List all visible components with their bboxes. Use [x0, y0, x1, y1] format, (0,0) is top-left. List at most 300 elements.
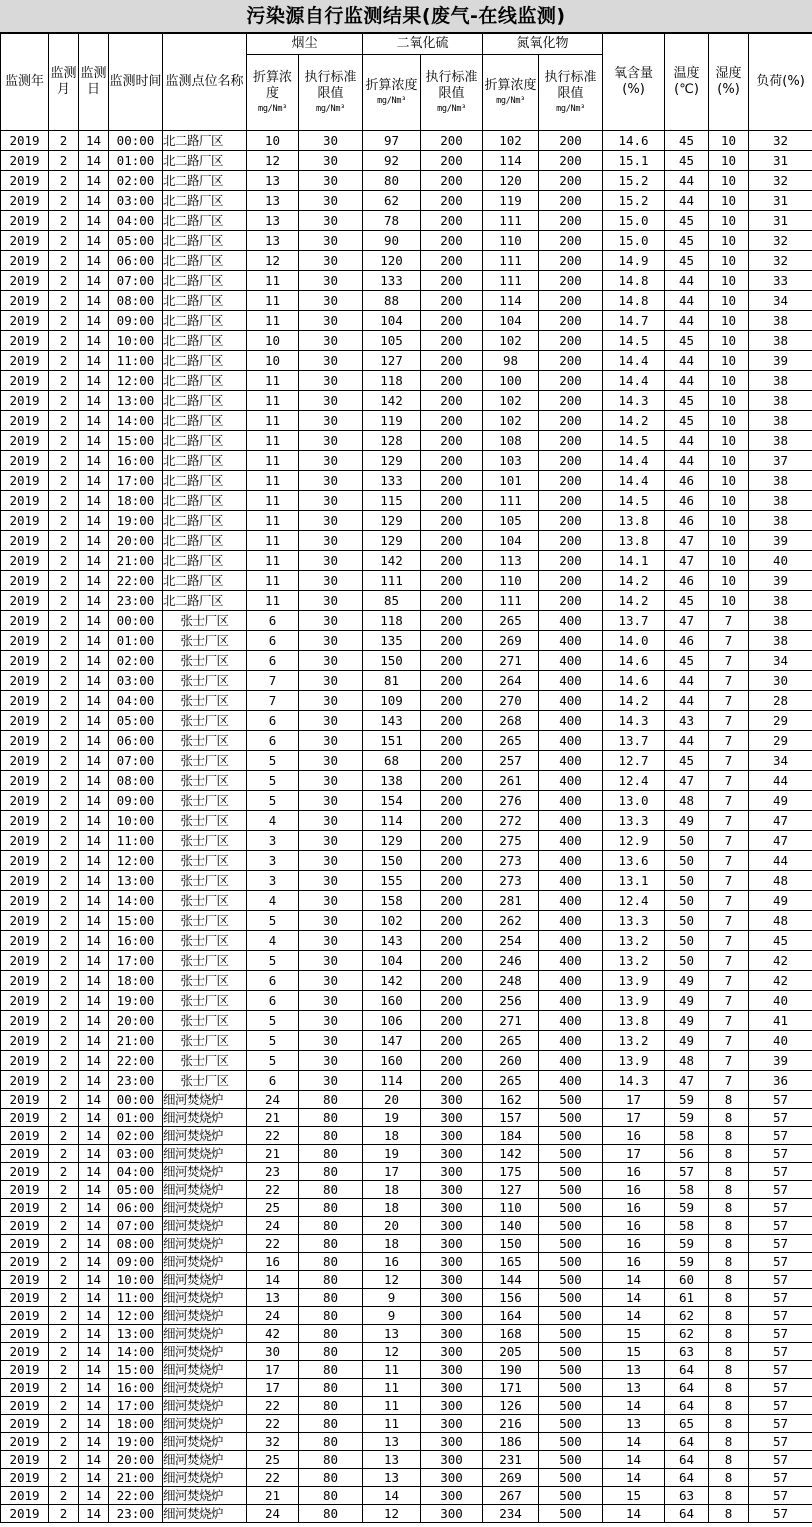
cell-oxygen: 14.2: [603, 691, 665, 711]
cell-dust-conc: 10: [247, 331, 299, 351]
cell-site: 细河焚烧炉: [163, 1217, 247, 1235]
cell-day: 14: [79, 711, 109, 731]
cell-so2-limit: 300: [421, 1127, 483, 1145]
cell-time: 01:00: [109, 151, 163, 171]
cell-temp: 59: [665, 1109, 709, 1127]
cell-day: 14: [79, 491, 109, 511]
cell-dust-conc: 22: [247, 1397, 299, 1415]
cell-year: 2019: [1, 1343, 49, 1361]
cell-site: 细河焚烧炉: [163, 1271, 247, 1289]
cell-dust-conc: 22: [247, 1181, 299, 1199]
cell-day: 14: [79, 1343, 109, 1361]
cell-temp: 59: [665, 1199, 709, 1217]
cell-day: 14: [79, 1235, 109, 1253]
cell-nox-limit: 400: [539, 751, 603, 771]
cell-so2-limit: 200: [421, 431, 483, 451]
cell-nox-conc: 265: [483, 1031, 539, 1051]
cell-so2-conc: 85: [363, 591, 421, 611]
cell-humidity: 7: [709, 1051, 749, 1071]
cell-humidity: 10: [709, 591, 749, 611]
cell-so2-conc: 19: [363, 1109, 421, 1127]
cell-so2-limit: 200: [421, 331, 483, 351]
cell-nox-conc: 102: [483, 391, 539, 411]
cell-time: 20:00: [109, 531, 163, 551]
cell-month: 2: [49, 651, 79, 671]
cell-year: 2019: [1, 991, 49, 1011]
cell-so2-conc: 12: [363, 1271, 421, 1289]
cell-time: 00:00: [109, 611, 163, 631]
cell-load: 49: [749, 891, 812, 911]
cell-time: 05:00: [109, 1181, 163, 1199]
cell-month: 2: [49, 1325, 79, 1343]
cell-nox-limit: 200: [539, 571, 603, 591]
cell-nox-limit: 500: [539, 1415, 603, 1433]
cell-temp: 46: [665, 571, 709, 591]
cell-so2-limit: 300: [421, 1451, 483, 1469]
cell-load: 28: [749, 691, 812, 711]
cell-so2-conc: 114: [363, 1071, 421, 1091]
cell-so2-limit: 200: [421, 751, 483, 771]
cell-time: 21:00: [109, 551, 163, 571]
cell-month: 2: [49, 1433, 79, 1451]
cell-time: 11:00: [109, 1289, 163, 1307]
cell-temp: 44: [665, 271, 709, 291]
cell-month: 2: [49, 391, 79, 411]
cell-so2-conc: 92: [363, 151, 421, 171]
cell-year: 2019: [1, 1433, 49, 1451]
table-row: [1, 471, 812, 491]
cell-temp: 49: [665, 1031, 709, 1051]
cell-time: 16:00: [109, 451, 163, 471]
cell-month: 2: [49, 1127, 79, 1145]
cell-nox-limit: 200: [539, 311, 603, 331]
cell-nox-conc: 162: [483, 1091, 539, 1109]
cell-dust-limit: 30: [299, 851, 363, 871]
cell-so2-limit: 300: [421, 1469, 483, 1487]
cell-nox-limit: 400: [539, 951, 603, 971]
cell-so2-limit: 200: [421, 631, 483, 651]
cell-nox-limit: 500: [539, 1109, 603, 1127]
cell-dust-limit: 30: [299, 871, 363, 891]
cell-dust-limit: 30: [299, 691, 363, 711]
cell-humidity: 8: [709, 1397, 749, 1415]
cell-oxygen: 13: [603, 1415, 665, 1433]
cell-load: 32: [749, 171, 812, 191]
cell-so2-limit: 200: [421, 1071, 483, 1091]
cell-month: 2: [49, 331, 79, 351]
cell-temp: 59: [665, 1253, 709, 1271]
table-row: [1, 811, 812, 831]
cell-dust-limit: 30: [299, 651, 363, 671]
cell-so2-conc: 11: [363, 1397, 421, 1415]
cell-dust-conc: 6: [247, 631, 299, 651]
cell-so2-conc: 129: [363, 831, 421, 851]
cell-temp: 60: [665, 1271, 709, 1289]
cell-humidity: 7: [709, 811, 749, 831]
cell-load: 38: [749, 311, 812, 331]
cell-month: 2: [49, 1235, 79, 1253]
cell-day: 14: [79, 451, 109, 471]
cell-nox-limit: 500: [539, 1217, 603, 1235]
cell-oxygen: 13: [603, 1361, 665, 1379]
cell-dust-limit: 30: [299, 531, 363, 551]
cell-dust-conc: 17: [247, 1361, 299, 1379]
cell-load: 31: [749, 151, 812, 171]
cell-dust-conc: 24: [247, 1217, 299, 1235]
cell-so2-limit: 200: [421, 931, 483, 951]
cell-so2-conc: 115: [363, 491, 421, 511]
table-body: [1, 131, 812, 1523]
cell-humidity: 10: [709, 311, 749, 331]
cell-nox-conc: 248: [483, 971, 539, 991]
cell-site: 细河焚烧炉: [163, 1289, 247, 1307]
cell-oxygen: 13.0: [603, 791, 665, 811]
cell-nox-limit: 400: [539, 671, 603, 691]
cell-so2-limit: 200: [421, 291, 483, 311]
cell-temp: 62: [665, 1325, 709, 1343]
cell-so2-conc: 138: [363, 771, 421, 791]
cell-dust-conc: 7: [247, 691, 299, 711]
cell-month: 2: [49, 1505, 79, 1523]
cell-dust-conc: 5: [247, 791, 299, 811]
header-temp: 温度(℃): [665, 34, 709, 131]
cell-load: 38: [749, 491, 812, 511]
cell-time: 23:00: [109, 591, 163, 611]
cell-dust-limit: 30: [299, 511, 363, 531]
cell-nox-limit: 500: [539, 1325, 603, 1343]
cell-day: 14: [79, 771, 109, 791]
cell-month: 2: [49, 311, 79, 331]
cell-day: 14: [79, 851, 109, 871]
cell-time: 22:00: [109, 571, 163, 591]
cell-oxygen: 14.1: [603, 551, 665, 571]
cell-nox-conc: 269: [483, 631, 539, 651]
table-row: [1, 1415, 812, 1433]
cell-nox-conc: 260: [483, 1051, 539, 1071]
cell-so2-conc: 143: [363, 931, 421, 951]
cell-year: 2019: [1, 311, 49, 331]
cell-dust-limit: 80: [299, 1505, 363, 1523]
cell-oxygen: 15.0: [603, 231, 665, 251]
cell-load: 57: [749, 1307, 812, 1325]
cell-year: 2019: [1, 1235, 49, 1253]
cell-time: 02:00: [109, 651, 163, 671]
cell-oxygen: 14: [603, 1469, 665, 1487]
cell-dust-limit: 30: [299, 491, 363, 511]
cell-time: 08:00: [109, 1235, 163, 1253]
cell-year: 2019: [1, 731, 49, 751]
cell-time: 11:00: [109, 351, 163, 371]
table-row: [1, 1307, 812, 1325]
cell-month: 2: [49, 271, 79, 291]
cell-year: 2019: [1, 971, 49, 991]
cell-temp: 50: [665, 891, 709, 911]
cell-temp: 44: [665, 691, 709, 711]
cell-so2-limit: 300: [421, 1253, 483, 1271]
cell-temp: 44: [665, 291, 709, 311]
cell-nox-limit: 400: [539, 991, 603, 1011]
cell-oxygen: 14.2: [603, 411, 665, 431]
cell-dust-limit: 80: [299, 1091, 363, 1109]
cell-humidity: 7: [709, 891, 749, 911]
table-row: [1, 1505, 812, 1523]
cell-so2-limit: 300: [421, 1325, 483, 1343]
cell-oxygen: 14.6: [603, 651, 665, 671]
cell-dust-conc: 24: [247, 1091, 299, 1109]
cell-nox-conc: 171: [483, 1379, 539, 1397]
cell-day: 14: [79, 551, 109, 571]
cell-day: 14: [79, 791, 109, 811]
cell-load: 57: [749, 1199, 812, 1217]
cell-so2-limit: 200: [421, 811, 483, 831]
cell-nox-conc: 102: [483, 411, 539, 431]
cell-oxygen: 14.4: [603, 351, 665, 371]
cell-dust-limit: 30: [299, 791, 363, 811]
cell-site: 北二路厂区: [163, 511, 247, 531]
cell-month: 2: [49, 1307, 79, 1325]
cell-so2-limit: 200: [421, 471, 483, 491]
table-row: [1, 1199, 812, 1217]
cell-nox-limit: 500: [539, 1271, 603, 1289]
cell-dust-conc: 11: [247, 491, 299, 511]
cell-month: 2: [49, 1031, 79, 1051]
cell-dust-limit: 80: [299, 1271, 363, 1289]
cell-load: 34: [749, 291, 812, 311]
cell-nox-conc: 271: [483, 651, 539, 671]
cell-nox-limit: 400: [539, 711, 603, 731]
cell-load: 38: [749, 471, 812, 491]
cell-so2-limit: 200: [421, 771, 483, 791]
cell-day: 14: [79, 911, 109, 931]
cell-day: 14: [79, 171, 109, 191]
cell-month: 2: [49, 191, 79, 211]
cell-day: 14: [79, 1451, 109, 1469]
cell-year: 2019: [1, 711, 49, 731]
cell-so2-limit: 200: [421, 871, 483, 891]
table-row: [1, 411, 812, 431]
cell-month: 2: [49, 931, 79, 951]
cell-dust-conc: 13: [247, 191, 299, 211]
cell-site: 张士厂区: [163, 691, 247, 711]
cell-humidity: 10: [709, 511, 749, 531]
cell-time: 14:00: [109, 891, 163, 911]
cell-so2-limit: 300: [421, 1109, 483, 1127]
cell-nox-conc: 165: [483, 1253, 539, 1271]
cell-month: 2: [49, 1289, 79, 1307]
cell-dust-conc: 11: [247, 371, 299, 391]
cell-time: 07:00: [109, 751, 163, 771]
cell-oxygen: 12.4: [603, 771, 665, 791]
cell-dust-limit: 30: [299, 271, 363, 291]
cell-time: 03:00: [109, 191, 163, 211]
cell-site: 张士厂区: [163, 1051, 247, 1071]
cell-humidity: 10: [709, 291, 749, 311]
cell-humidity: 10: [709, 491, 749, 511]
cell-nox-limit: 200: [539, 251, 603, 271]
cell-nox-limit: 500: [539, 1127, 603, 1145]
cell-humidity: 7: [709, 991, 749, 1011]
cell-so2-limit: 300: [421, 1145, 483, 1163]
cell-nox-limit: 500: [539, 1379, 603, 1397]
cell-site: 北二路厂区: [163, 451, 247, 471]
cell-oxygen: 15: [603, 1343, 665, 1361]
cell-humidity: 8: [709, 1199, 749, 1217]
cell-time: 17:00: [109, 471, 163, 491]
cell-so2-limit: 200: [421, 711, 483, 731]
cell-dust-conc: 6: [247, 971, 299, 991]
cell-temp: 59: [665, 1235, 709, 1253]
table-row: [1, 351, 812, 371]
cell-day: 14: [79, 131, 109, 151]
cell-nox-limit: 200: [539, 371, 603, 391]
cell-nox-conc: 275: [483, 831, 539, 851]
cell-day: 14: [79, 1271, 109, 1289]
cell-nox-limit: 400: [539, 1031, 603, 1051]
cell-nox-conc: 184: [483, 1127, 539, 1145]
cell-load: 38: [749, 611, 812, 631]
cell-humidity: 10: [709, 411, 749, 431]
cell-time: 05:00: [109, 711, 163, 731]
cell-day: 14: [79, 1011, 109, 1031]
cell-year: 2019: [1, 931, 49, 951]
cell-site: 北二路厂区: [163, 311, 247, 331]
cell-nox-limit: 400: [539, 691, 603, 711]
cell-load: 38: [749, 511, 812, 531]
table-row: [1, 731, 812, 751]
cell-nox-limit: 500: [539, 1487, 603, 1505]
cell-humidity: 7: [709, 1031, 749, 1051]
cell-dust-conc: 11: [247, 551, 299, 571]
cell-humidity: 10: [709, 171, 749, 191]
cell-dust-conc: 6: [247, 711, 299, 731]
cell-nox-conc: 168: [483, 1325, 539, 1343]
header-time: 监测时间: [109, 34, 163, 131]
cell-month: 2: [49, 471, 79, 491]
cell-so2-limit: 200: [421, 671, 483, 691]
table-row: [1, 851, 812, 871]
cell-humidity: 8: [709, 1163, 749, 1181]
cell-dust-conc: 11: [247, 411, 299, 431]
cell-day: 14: [79, 1127, 109, 1145]
cell-temp: 64: [665, 1361, 709, 1379]
cell-year: 2019: [1, 1379, 49, 1397]
cell-dust-limit: 30: [299, 611, 363, 631]
cell-temp: 48: [665, 791, 709, 811]
cell-dust-conc: 5: [247, 751, 299, 771]
cell-dust-conc: 22: [247, 1235, 299, 1253]
cell-so2-conc: 114: [363, 811, 421, 831]
header-load: 负荷(%): [749, 34, 812, 131]
cell-site: 细河焚烧炉: [163, 1343, 247, 1361]
table-row: [1, 451, 812, 471]
header-day: 监测日: [79, 34, 109, 131]
table-row: [1, 1487, 812, 1505]
header-so2-limit: 执行标准限值 mg/Nm³: [421, 55, 483, 131]
cell-time: 03:00: [109, 1145, 163, 1163]
cell-month: 2: [49, 491, 79, 511]
table-row: [1, 1217, 812, 1235]
cell-dust-limit: 30: [299, 291, 363, 311]
cell-month: 2: [49, 411, 79, 431]
cell-site: 细河焚烧炉: [163, 1127, 247, 1145]
cell-month: 2: [49, 151, 79, 171]
table-header: [1, 34, 812, 131]
cell-site: 北二路厂区: [163, 331, 247, 351]
cell-oxygen: 12.9: [603, 831, 665, 851]
cell-day: 14: [79, 1505, 109, 1523]
cell-month: 2: [49, 831, 79, 851]
cell-so2-limit: 200: [421, 831, 483, 851]
cell-dust-limit: 80: [299, 1163, 363, 1181]
cell-so2-conc: 142: [363, 551, 421, 571]
cell-year: 2019: [1, 191, 49, 211]
cell-load: 40: [749, 551, 812, 571]
cell-year: 2019: [1, 1127, 49, 1145]
cell-dust-limit: 30: [299, 1071, 363, 1091]
cell-dust-limit: 80: [299, 1451, 363, 1469]
cell-day: 14: [79, 971, 109, 991]
cell-nox-conc: 190: [483, 1361, 539, 1379]
cell-site: 张士厂区: [163, 871, 247, 891]
table-row: [1, 1433, 812, 1451]
cell-load: 57: [749, 1325, 812, 1343]
cell-year: 2019: [1, 131, 49, 151]
cell-temp: 46: [665, 491, 709, 511]
cell-site: 细河焚烧炉: [163, 1199, 247, 1217]
cell-humidity: 10: [709, 431, 749, 451]
cell-oxygen: 13.3: [603, 911, 665, 931]
cell-so2-limit: 200: [421, 271, 483, 291]
cell-time: 18:00: [109, 1415, 163, 1433]
cell-day: 14: [79, 611, 109, 631]
cell-nox-conc: 105: [483, 511, 539, 531]
cell-humidity: 10: [709, 471, 749, 491]
cell-nox-limit: 200: [539, 191, 603, 211]
cell-oxygen: 13.8: [603, 1011, 665, 1031]
cell-so2-limit: 200: [421, 351, 483, 371]
cell-nox-limit: 500: [539, 1289, 603, 1307]
cell-so2-conc: 147: [363, 1031, 421, 1051]
cell-so2-conc: 129: [363, 511, 421, 531]
cell-nox-limit: 400: [539, 891, 603, 911]
cell-nox-conc: 140: [483, 1217, 539, 1235]
cell-so2-conc: 13: [363, 1469, 421, 1487]
cell-dust-conc: 5: [247, 1031, 299, 1051]
cell-month: 2: [49, 791, 79, 811]
cell-so2-conc: 151: [363, 731, 421, 751]
cell-oxygen: 14.7: [603, 311, 665, 331]
cell-day: 14: [79, 871, 109, 891]
cell-temp: 64: [665, 1433, 709, 1451]
cell-day: 14: [79, 831, 109, 851]
cell-day: 14: [79, 991, 109, 1011]
cell-year: 2019: [1, 391, 49, 411]
table-row: [1, 551, 812, 571]
cell-dust-limit: 30: [299, 771, 363, 791]
cell-so2-limit: 200: [421, 731, 483, 751]
cell-nox-conc: 269: [483, 1469, 539, 1487]
cell-site: 张士厂区: [163, 931, 247, 951]
cell-month: 2: [49, 431, 79, 451]
cell-day: 14: [79, 671, 109, 691]
cell-month: 2: [49, 231, 79, 251]
cell-temp: 44: [665, 451, 709, 471]
cell-temp: 47: [665, 551, 709, 571]
cell-so2-limit: 300: [421, 1343, 483, 1361]
cell-load: 57: [749, 1289, 812, 1307]
cell-load: 48: [749, 871, 812, 891]
cell-temp: 45: [665, 231, 709, 251]
